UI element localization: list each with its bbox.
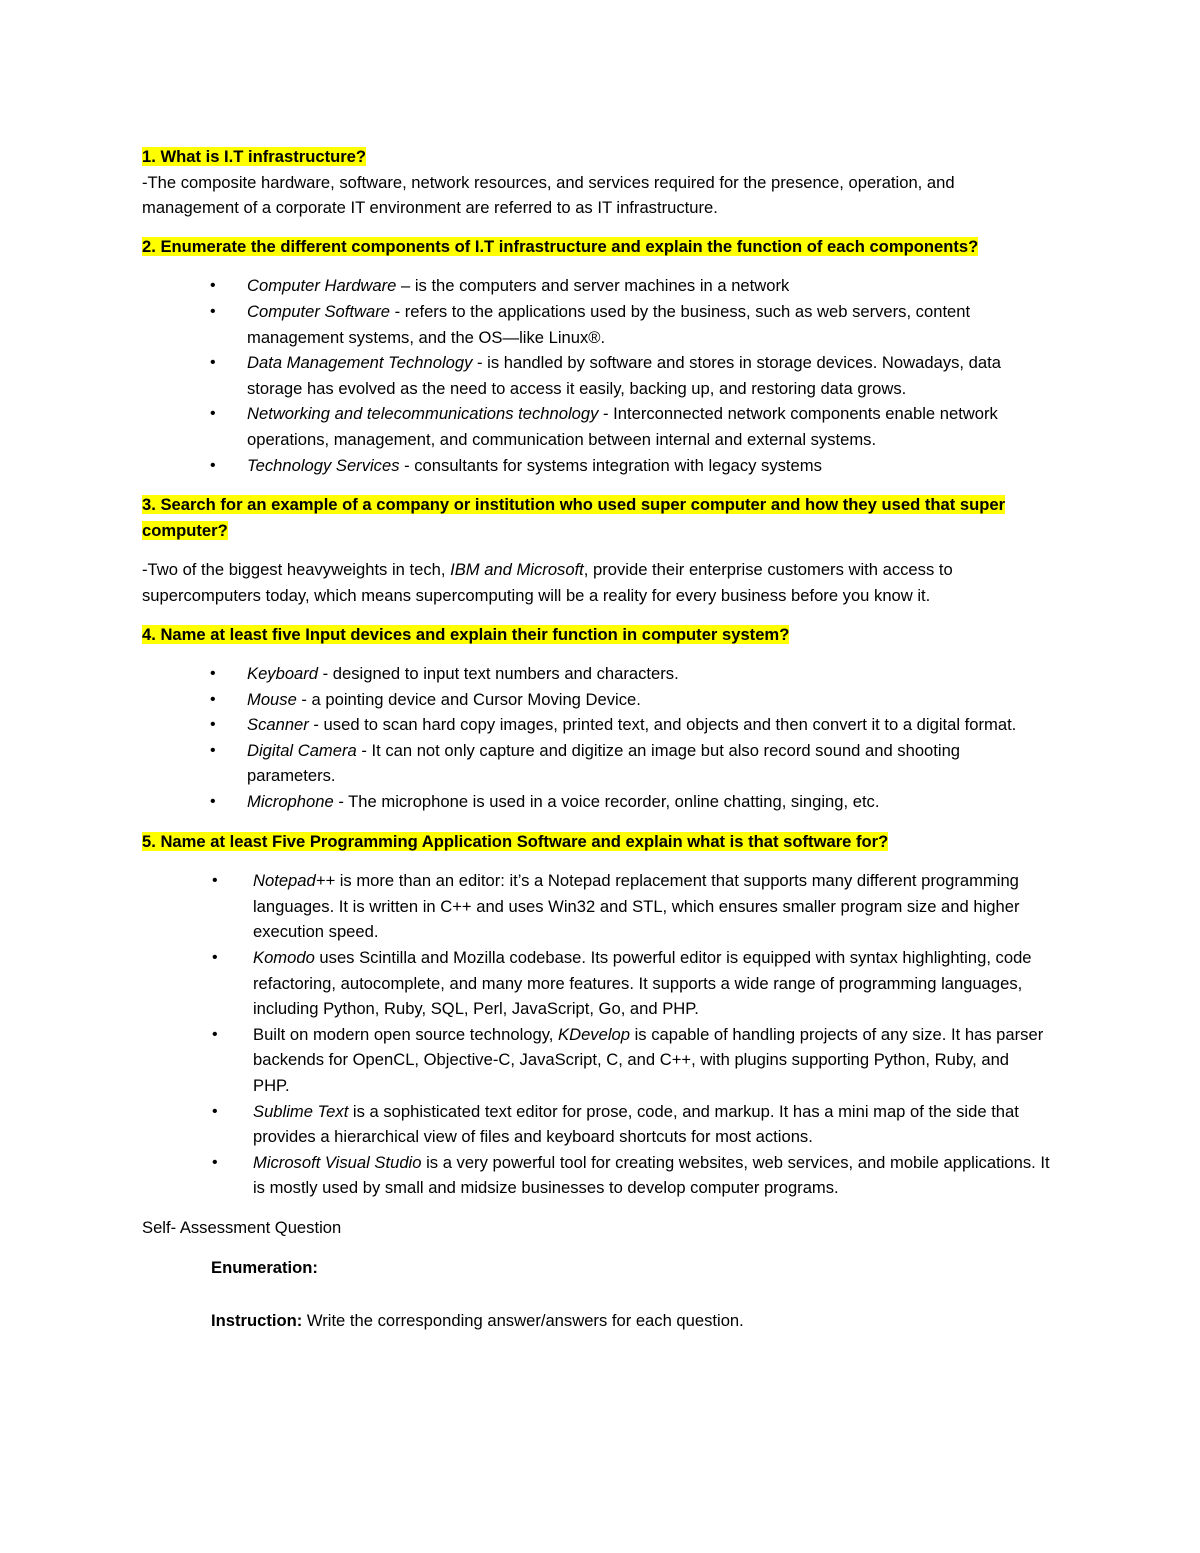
- list-item: [142, 401, 1050, 452]
- bullet-icon: •: [210, 354, 216, 372]
- item-text: uses Scintilla and Mozilla codebase. Its powerful editor is equipped with syntax highlighting, code refactoring, autocomplete, and many more features. It supports a wide range of programming languages, including Python, Ruby, SQL, Perl, JavaScript, Go, and PHP.: [253, 948, 1032, 1019]
- bullet-icon: •: [210, 665, 216, 683]
- item-text: - is handled by software and stores in storage devices. Nowadays, data storage has evolved as the need to access it easily, backing up, and restoring data grows.: [247, 353, 1001, 398]
- question-1: [142, 144, 1050, 170]
- item-term: Computer Hardware: [247, 276, 397, 296]
- list-item: [142, 661, 1050, 687]
- bullet-icon: •: [210, 302, 216, 320]
- question-3-text: 3. Search for an example of a company or institution who used super computer and how they used that super computer?: [142, 495, 1006, 540]
- bullet-icon: •: [210, 793, 216, 811]
- list-item: [142, 945, 1050, 1022]
- item-term: KDevelop: [558, 1024, 630, 1044]
- list-item: [142, 868, 1050, 945]
- list-item: [142, 1022, 1050, 1099]
- question-4: [142, 622, 1050, 648]
- bullet-icon: •: [210, 277, 216, 295]
- item-text: - designed to input text numbers and characters.: [318, 664, 679, 684]
- item-term: Komodo: [253, 948, 315, 968]
- item-text: is a very powerful tool for creating websites, web services, and mobile applications. It is mostly used by small and midsize businesses to develop computer programs.: [253, 1152, 1050, 1198]
- item-term: Scanner: [247, 715, 309, 735]
- item-term: Notepad++: [253, 871, 336, 891]
- list-item: [142, 712, 1050, 738]
- instruction-text: Write the corresponding answer/answers for each question.: [302, 1311, 744, 1331]
- bullet-icon: •: [212, 872, 218, 890]
- bullet-icon: •: [210, 405, 216, 423]
- list-item: [142, 1099, 1050, 1150]
- question-4-text: 4. Name at least five Input devices and explain their function in computer system?: [142, 624, 790, 644]
- item-term: Keyboard: [247, 664, 319, 684]
- components-list: [142, 273, 1050, 478]
- programming-software-list: [142, 868, 1050, 1201]
- answer-3-pre: -Two of the biggest heavyweights in tech,: [142, 560, 451, 580]
- question-1-text: 1. What is I.T infrastructure?: [142, 147, 367, 166]
- list-item: [142, 453, 1050, 479]
- bullet-icon: •: [210, 741, 216, 759]
- item-text: - refers to the applications used by the business, such as web servers, content management systems, and the OS—like Linux®.: [247, 301, 971, 347]
- input-devices-list: [142, 661, 1050, 815]
- question-5-text: 5. Name at least Five Programming Application Software and explain what is that software for?: [142, 831, 889, 851]
- question-5: [142, 829, 1050, 855]
- item-term: Computer Software: [247, 301, 390, 321]
- list-item: [142, 738, 1050, 789]
- bullet-icon: •: [212, 1102, 218, 1120]
- question-3: [142, 492, 1050, 543]
- list-item: [142, 789, 1050, 815]
- item-text: is a sophisticated text editor for prose, code, and markup. It has a mini map of the side that provides a hierarchical view of files and keyboard shortcuts for most actions.: [253, 1101, 1019, 1147]
- item-text: – is the computers and server machines in a network: [396, 276, 790, 296]
- answer-3: [142, 557, 1050, 608]
- item-text: is capable of handling projects of any size. It has parser backends for OpenCL, Objective-C, JavaScript, C, and C++, with plugins supporting Python, Ruby, and PHP.: [253, 1024, 1044, 1095]
- instruction-label: Instruction:: [211, 1311, 303, 1331]
- item-text: - used to scan hard copy images, printed text, and objects and then convert it to a digital format.: [308, 715, 1017, 735]
- item-term: Networking and telecommunications technology: [247, 404, 599, 424]
- item-prefix: Built on modern open source technology,: [253, 1024, 559, 1044]
- item-term: Mouse: [247, 689, 297, 709]
- item-text: - The microphone is used in a voice recorder, online chatting, singing, etc.: [333, 792, 880, 812]
- item-text: - Interconnected network components enable network operations, management, and communication between internal and external systems.: [247, 404, 998, 449]
- list-item: [142, 1150, 1050, 1201]
- bullet-icon: •: [212, 1153, 218, 1171]
- list-item: [142, 273, 1050, 299]
- bullet-icon: •: [210, 690, 216, 708]
- list-item: [142, 687, 1050, 713]
- item-term: Sublime Text: [253, 1101, 349, 1121]
- item-text: - It can not only capture and digitize an image but also record sound and shooting parameters.: [247, 740, 961, 786]
- bullet-icon: •: [210, 716, 216, 734]
- instruction: [142, 1308, 1050, 1334]
- item-term: Digital Camera: [247, 740, 357, 760]
- list-item: [142, 299, 1050, 350]
- bullet-icon: •: [212, 949, 218, 967]
- item-text: is more than an editor: it’s a Notepad replacement that supports many different programming languages. It is written in C++ and uses Win32 and STL, which ensures smaller program size and higher execution speed.: [253, 871, 1020, 942]
- bullet-icon: •: [212, 1025, 218, 1043]
- question-2-text: 2. Enumerate the different components of I.T infrastructure and explain the function of each components?: [142, 236, 979, 256]
- bullet-icon: •: [210, 456, 216, 474]
- answer-3-post: , provide their enterprise customers with access to supercomputers today, which means supercomputing will be a reality for every business before you know it.: [142, 560, 953, 605]
- item-term: Technology Services: [247, 455, 400, 475]
- item-text: - consultants for systems integration with legacy systems: [399, 455, 822, 475]
- item-term: Data Management Technology: [247, 353, 473, 373]
- answer-1: -The composite hardware, software, network resources, and services required for the presence, operation, and management of a corporate IT environment are referred to as IT infrastructure.: [142, 172, 955, 218]
- item-text: - a pointing device and Cursor Moving Device.: [296, 689, 641, 709]
- item-term: Microphone: [247, 792, 334, 812]
- item-term: Microsoft Visual Studio: [253, 1152, 422, 1172]
- answer-3-emphasis: IBM and Microsoft: [450, 560, 584, 580]
- list-item: [142, 350, 1050, 401]
- enumeration-label: Enumeration:: [211, 1257, 318, 1277]
- self-assessment-title: Self- Assessment Question: [142, 1217, 342, 1237]
- question-2: [142, 234, 1050, 260]
